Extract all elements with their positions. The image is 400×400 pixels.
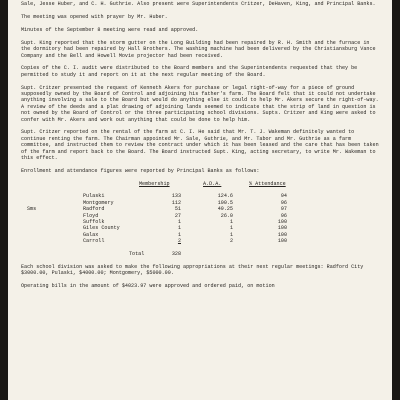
document-page: [8, 0, 392, 400]
row-membership: 51: [174, 206, 181, 213]
repairs-report-paragraph: Supt. King reported that the storm gutter on the Long Building had been repaired by R. H. Smith and the furnace in the dormitory had been repaired by Hall Brothers. The washing machine had been delivered by the Christiansburg Vance Company and the Bell and Howell Movie projector had been received.: [21, 39, 376, 59]
row-attendance: 97: [280, 206, 287, 213]
header-attendance: % Attendance: [249, 180, 286, 187]
table-row: [21, 238, 381, 244]
table-header-row: [21, 181, 381, 187]
operating-bills-paragraph: Operating bills in the amount of $4023.97 were approved and ordered paid, on motion: [21, 283, 275, 290]
table-total-row: [21, 251, 381, 257]
row-membership: 1: [177, 231, 181, 238]
row-membership: 27: [174, 212, 181, 219]
row-membership: 2: [177, 238, 181, 245]
row-ada: 1: [229, 219, 233, 226]
header-membership: Membership: [139, 180, 170, 187]
row-attendance: 100: [277, 238, 287, 245]
attendance-paragraph: Sale, Jesse Huber, and C. H. Guthrie. Also present were Superintendents Critzer, DeHaven, King, and Principal Banks.: [21, 1, 376, 8]
row-attendance: 96: [280, 199, 287, 206]
row-division: Radford: [83, 206, 105, 213]
right-of-way-paragraph: Supt. Critzer presented the request of Kenneth Akers for purchase or legal right-of-way for a piece of ground supposedly owned by the Board of Control and adjoining his father's farm. The Board felt that it could not undertake anything involving a sale to the Board but would do anything else it could to help Mr. Akers secure the right-of-way. A review of the deeds and a plat drawing of adjoining lands seemed to indicate that the strip of land in question is not owned by the Board of Control or the three participating school divisions. Supts. Critzer and King were asked to confer with Mr. Akers and work out anything that could be done to help him.: [21, 84, 379, 123]
row-division: Pulaski: [83, 193, 105, 200]
total-membership: 328: [171, 251, 181, 258]
row-division: Montgomery: [83, 199, 114, 206]
row-ada: 2: [229, 238, 233, 245]
row-ada: 49.25: [217, 206, 233, 213]
minutes-body: [21, 0, 381, 289]
row-ada: 26.0: [220, 212, 233, 219]
audit-paragraph: Copies of the C. I. audit were distributed to the Board members and the Superintendents requested that they be permitted to study it and report on it at the next regular meeting of the Board.: [21, 65, 358, 78]
row-ada: 100.5: [217, 199, 233, 206]
row-division: Floyd: [83, 212, 99, 219]
row-membership: 1: [177, 219, 181, 226]
row-ada: 1: [229, 231, 233, 238]
row-membership: 1: [177, 225, 181, 232]
row-ada: 1: [229, 225, 233, 232]
appropriations-paragraph: Each school division was asked to make the following appropriations at their next regular meetings: Radford City $3000.00, Pulaski, $4000.00; Montgomery, $5000.00.: [21, 263, 364, 277]
row-mark: Sms: [27, 206, 37, 213]
row-attendance: 100: [277, 219, 287, 226]
farm-rental-paragraph: Supt. Critzer reported on the rental of the farm at C. I. He said that Mr. T. J. Wakeman definitely wanted to continue renting the farm. The Chairman appointed Mr. Sale, Guthrie, and Mr. Tabor and Mr. Guthrie as a farm committee, and instructed them to review the contract under which it has been leased and the care that has been taken of the farm and report back to the Board. The Board instructed Supt. King, acting secretary, to write Mr. Wakeman to this effect.: [21, 129, 379, 162]
row-attendance: 94: [280, 193, 287, 200]
minutes-approval-paragraph: Minutes of the September 8 meeting were read and approved.: [21, 27, 199, 33]
row-division: Giles County: [83, 225, 120, 232]
row-division: Galax: [83, 231, 99, 238]
header-ada: A.D.A.: [203, 180, 222, 187]
row-attendance: 100: [277, 231, 287, 238]
row-ada: 124.6: [217, 193, 233, 200]
row-division: Suffolk: [83, 219, 105, 226]
row-attendance: 100: [277, 225, 287, 232]
enrollment-intro-paragraph: Enrollment and attendance figures were reported by Principal Banks as follows:: [21, 167, 260, 174]
row-attendance: 96: [280, 212, 287, 219]
enrollment-table: [21, 181, 381, 258]
row-membership: 112: [171, 199, 181, 206]
total-label: Total: [129, 251, 145, 258]
row-division: Carroll: [83, 238, 105, 245]
row-membership: 133: [171, 193, 181, 200]
prayer-paragraph: The meeting was opened with prayer by Mr. Huber.: [21, 14, 168, 21]
